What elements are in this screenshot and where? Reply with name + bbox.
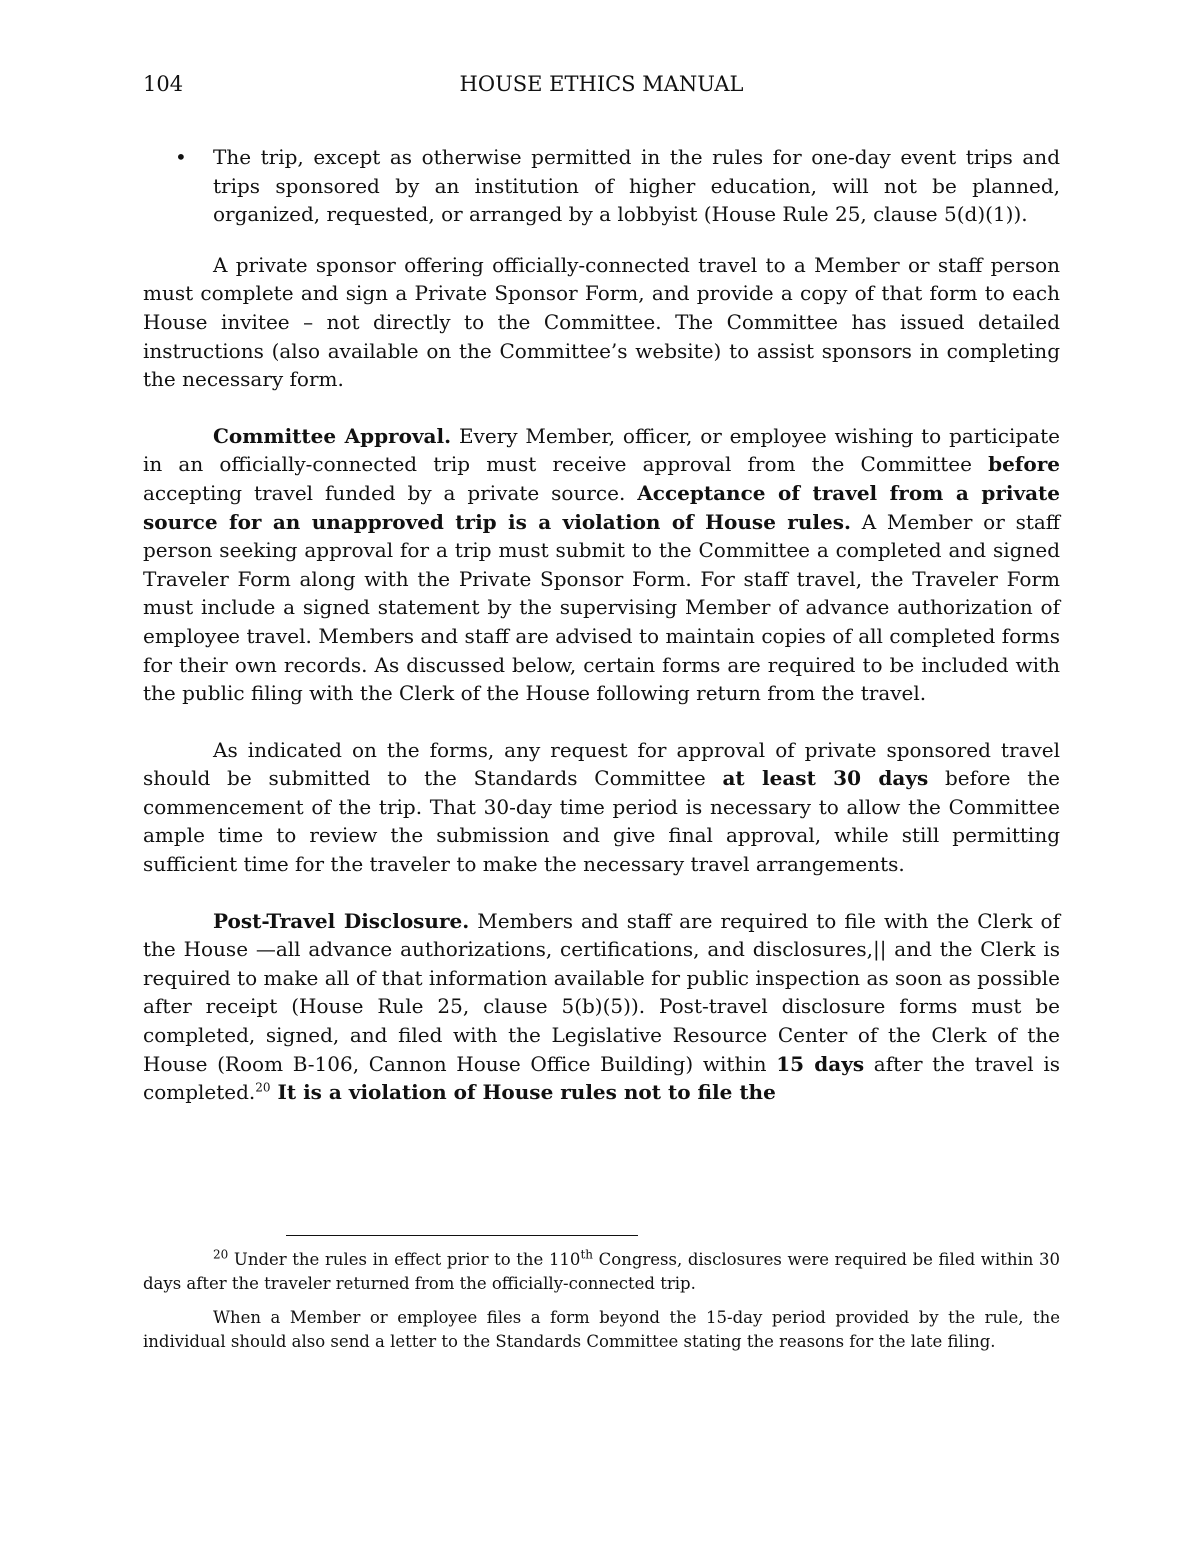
section-heading-committee-approval: Committee Approval. xyxy=(213,423,452,448)
emphasis-violation-warning: Acceptance of travel from a private source for an unapproved trip is a violation of House rules. xyxy=(143,480,1061,534)
footnote-text: When a Member or employee files a form beyond the 15-day period provided by the rule, the individual should also send a letter to the Standards Committee stating the reasons for the late filing. xyxy=(143,1308,1060,1351)
paragraph-committee-approval xyxy=(143,422,1060,708)
paragraph-text: Every Member, officer, or employee wishing to participate in an officially-connected trip must receive approval from the Committee xyxy=(143,423,1060,477)
paragraph-text: accepting travel funded by a private source. xyxy=(143,480,638,505)
section-heading-post-travel-disclosure: Post-Travel Disclosure. xyxy=(213,908,470,933)
paragraph-post-travel-disclosure xyxy=(143,907,1060,1107)
page-header xyxy=(143,72,1060,102)
paragraph-text: Members and staff are required to file with the Clerk of the House —all advance authorizations, certifications, and disclosures,|| and the Clerk is required to make all of that information available for public inspection as soon as possible after receipt (House Rule 25, clause 5(b)(5)). Post-travel disclosure forms must be completed, signed, and filed with the Legislative Resource Center of the Clerk of the House (Room B-106, Cannon House Office Building) within xyxy=(143,908,1060,1076)
footnote-mark: 20 xyxy=(213,1247,229,1262)
footnote-20 xyxy=(143,1248,1060,1296)
page-body xyxy=(143,143,1060,1135)
paragraph-text: A Member or staff person seeking approval for a trip must submit to the Committee a completed and signed Traveler Form along with the Private Sponsor Form. For staff travel, the Traveler Form must include a signed statement by the supervising Member of advance authorization of employee travel. Members and staff are advised to maintain copies of all completed forms for their own records. As discussed below, certain forms are required to be included with the public filing with the Clerk of the House following return from the travel. xyxy=(143,509,1060,706)
page-number: 104 xyxy=(143,72,184,96)
emphasis-violation-continued: It is a violation of House rules not to file the xyxy=(270,1080,776,1105)
emphasis-15-days: 15 days xyxy=(776,1051,865,1076)
footnote-superscript: th xyxy=(580,1247,593,1262)
paragraph-text: before the commencement of the trip. That 30-day time period is necessary to allow the Committee ample time to review the submission and give final approval, while still permitting sufficient time for the traveler to make the necessary travel arrangements. xyxy=(143,766,1060,877)
bullet-text: The trip, except as otherwise permitted in the rules for one-day event trips and trips sponsored by an institution of higher education, will not be planned, organized, requested, or arranged by a lobbyist (House Rule 25, clause 5(d)(1)). xyxy=(213,145,1060,227)
emphasis-before: before xyxy=(988,452,1060,477)
emphasis-30-days: at least 30 days xyxy=(722,766,929,791)
paragraph-private-sponsor xyxy=(143,251,1060,394)
footnotes-area xyxy=(143,1235,1060,1364)
paragraph-timing xyxy=(143,736,1060,879)
footnote-text: Under the rules in effect prior to the 110 xyxy=(228,1250,581,1269)
paragraph-text: after the travel is completed. xyxy=(143,1051,1061,1105)
footnote-text: Congress, disclosures were required be filed within 30 days after the traveler returned from the officially-connected trip. xyxy=(143,1250,1060,1293)
bullet-item-lobbyist xyxy=(143,143,1060,229)
footnote-reference[interactable]: 20 xyxy=(255,1080,271,1095)
paragraph-text: A private sponsor offering officially-connected travel to a Member or staff person must complete and sign a Private Sponsor Form, and provide a copy of that form to each House invitee – not directly to the Committee. The Committee has issued detailed instructions (also available on the Committee’s website) to assist sponsors in completing the necessary form. xyxy=(143,252,1060,392)
paragraph-text: As indicated on the forms, any request for approval of private sponsored travel should be submitted to the Standards Committee xyxy=(143,737,1060,791)
running-title: HOUSE ETHICS MANUAL xyxy=(459,72,744,96)
footnote-divider xyxy=(286,1235,638,1236)
footnote-continuation xyxy=(143,1306,1060,1354)
bullet-icon: • xyxy=(175,145,187,169)
